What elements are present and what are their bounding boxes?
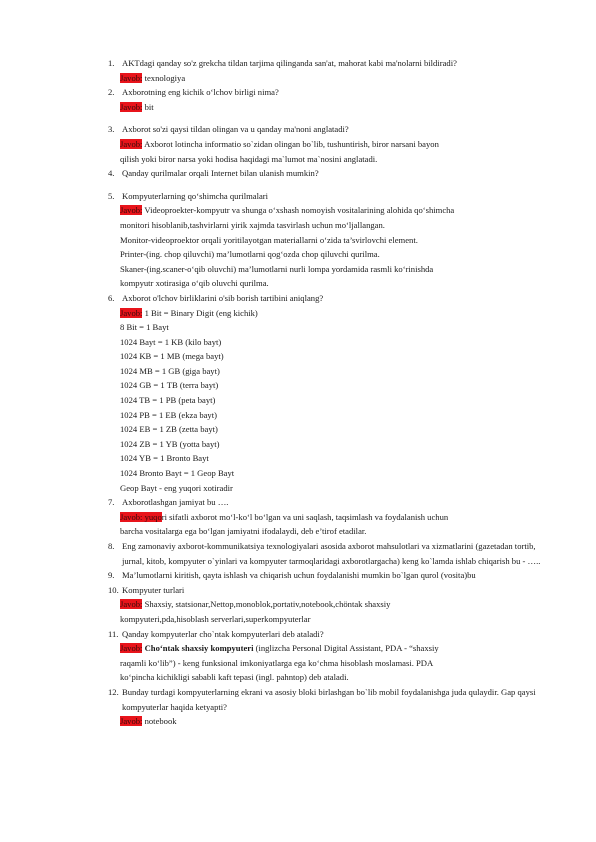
question-4 — [108, 166, 548, 181]
answer-11 — [108, 641, 548, 685]
question-number: 3. — [108, 124, 115, 135]
answer-text: bit — [142, 101, 154, 112]
unit-line: 8 Bit = 1 Bayt — [120, 322, 169, 333]
answer-label-highlight: Javob: — [120, 101, 143, 112]
answer-label-highlight: Javob: — [120, 205, 143, 216]
answer-text-continued: Monitor-videoproektor orqali yoritilayotgan materiallarni o‘zida ta’svirlovchi element. — [120, 234, 418, 245]
question-text: Axborot o'lchov birliklarini o'sib borish tartibini aniqlang? — [122, 292, 324, 303]
unit-line: 1024 KB = 1 MB (mega bayt) — [120, 351, 224, 362]
question-text: Ma’lumotlarni kiritish, qayta ishlash va chiqarish uchun foydalanishi mumkin bo`lgan qurol (vosita)bu — [122, 570, 476, 581]
question-text: Kompyuterlarning qo‘shimcha qurilmalari — [122, 190, 269, 201]
answer-text: Videoproekter-kompyutr va shunga o‘xshash nomoyish vositalarining alohida qo‘shimcha — [142, 205, 455, 216]
question-text: Axborotlashgan jamiyat bu …. — [122, 497, 229, 508]
question-2 — [108, 85, 548, 100]
unit-line: 1024 GB = 1 TB (terra bayt) — [120, 380, 219, 391]
question-number: 12. — [108, 686, 119, 697]
question-text: Axborotning eng kichik o‘lchov birligi nima? — [122, 87, 279, 98]
answer-label-highlight: Javob: — [120, 599, 143, 610]
question-number: 5. — [108, 190, 115, 201]
answer-label-highlight: Javob: yuqo — [120, 511, 162, 522]
question-8 — [108, 539, 548, 568]
unit-line: 1024 TB = 1 PB (peta bayt) — [120, 395, 216, 406]
unit-line: 1024 Bronto Bayt = 1 Geop Bayt — [120, 468, 235, 479]
answer-text: 1 Bit = Binary Digit (eng kichik) — [142, 307, 258, 318]
answer-text-continued: kompyuteri,pda,hisoblash serverlari,superkompyuterlar — [120, 613, 311, 624]
unit-line: 1024 Bayt = 1 KB (kilo bayt) — [120, 336, 222, 347]
answer-label-highlight: Javob: — [120, 643, 143, 654]
answer-2 — [108, 100, 548, 115]
question-number: 8. — [108, 541, 115, 551]
question-number: 9. — [108, 570, 115, 581]
question-text: AKTdagi qanday so'z grekcha tildan tarjima qilinganda san'at, mahorat kabi ma'nolarni bildiradi? — [122, 58, 457, 68]
unit-line: 1024 ZB = 1 YB (yotta bayt) — [120, 438, 220, 449]
question-text: Bunday turdagi kompyuterlarning ekrani va asosiy bloki birlashgan bo`lib mobil foydalanishga juda qulaydir. Gap qaysi kompyuterlar haqida ketyapti? — [122, 686, 536, 712]
question-11 — [108, 627, 548, 642]
answer-text-continued: Skaner-(ing.scaner-o‘qib oluvchi) ma’lumotlarni nurli lompa yordamida rasmli ko‘rinishda — [120, 263, 434, 274]
answer-label-highlight: Javob: — [120, 138, 143, 149]
question-list — [108, 56, 548, 729]
answer-text: texnologiya — [142, 72, 186, 83]
unit-line: 1024 YB = 1 Bronto Bayt — [120, 453, 209, 464]
answer-bold-term: Cho‘ntak shaxsiy kompyuteri — [142, 643, 254, 654]
answer-text: Axborot lotincha informatio so`zidan olingan bo`lib, tushuntirish, biror narsani bayon — [142, 138, 439, 149]
spacer — [108, 181, 548, 189]
question-6 — [108, 291, 548, 306]
question-9 — [108, 568, 548, 583]
unit-line: 1024 MB = 1 GB (giga bayt) — [120, 365, 220, 376]
answer-text-continued: ko‘pincha kichikligi sababli kaft tepasi (ingl. pahntop) deb ataladi. — [120, 672, 349, 683]
question-number: 6. — [108, 292, 115, 303]
answer-text-continued: monitori hisoblanib,tashvirlarni yirik xajmda tasvirlash uchun mo‘ljallangan. — [120, 219, 385, 230]
question-3 — [108, 122, 548, 137]
question-10 — [108, 583, 548, 598]
answer-text-continued: Printer-(ing. chop qiluvchi) ma’lumotlarni qog‘ozda chop qiluvchi qurilma. — [120, 249, 380, 260]
answer-text: (inglizcha Personal Digital Assistant, PDA - “shaxsiy — [253, 643, 439, 654]
answer-text: Shaxsiy, statsionar,Nettop,monoblok,portativ,notebook,chöntak shaxsiy — [142, 599, 391, 610]
question-number: 2. — [108, 87, 115, 98]
question-5 — [108, 189, 548, 204]
question-number: 10. — [108, 584, 119, 595]
question-number: 1. — [108, 58, 115, 68]
answer-text-continued: raqamli ko‘lib”) - keng funksional imkoniyatlarga ega ko‘chma hisoblash moslamasi. PDA — [120, 657, 434, 668]
answer-3 — [108, 137, 548, 166]
question-7 — [108, 495, 548, 510]
unit-line: 1024 PB = 1 EB (ekza bayt) — [120, 409, 217, 420]
question-text: Qanday qurilmalar orqali Internet bilan ulanish mumkin? — [122, 168, 319, 179]
answer-10 — [108, 597, 548, 626]
unit-line: 1024 EB = 1 ZB (zetta bayt) — [120, 424, 218, 435]
answer-text-continued: qilish yoki biror narsa yoki hodisa haqidagi ma`lumot ma`nosini anglatadi. — [120, 153, 378, 164]
answer-1 — [108, 71, 548, 86]
answer-text-continued: Geop Bayt - eng yuqori xotiradir — [120, 482, 233, 493]
answer-text-continued: barcha vositalarga ega bo‘lgan jamiyatni ifodalaydi, deb e’tirof etadilar. — [120, 526, 367, 537]
spacer — [108, 114, 548, 122]
question-number: 11. — [108, 628, 119, 639]
question-number: 7. — [108, 497, 115, 508]
answer-text: ri sifatli axborot mo‘l-ko‘l bo‘lgan va uni saqlash, taqsimlash va foydalanish uchun — [161, 511, 449, 522]
answer-label-highlight: Javob: — [120, 716, 143, 727]
question-number: 4. — [108, 168, 115, 179]
question-1 — [108, 56, 548, 71]
question-text: Kompyuter turlari — [122, 584, 185, 595]
question-text: Axborot so'zi qaysi tildan olingan va u qanday ma'noni anglatadi? — [122, 124, 349, 135]
question-12 — [108, 685, 548, 714]
answer-7 — [108, 510, 548, 539]
answer-label-highlight: Javob: — [120, 72, 143, 83]
answer-6 — [108, 306, 548, 496]
question-text: Qanday kompyuterlar cho`ntak kompyuterlari deb ataladi? — [122, 628, 324, 639]
answer-text: notebook — [142, 716, 177, 727]
answer-label-highlight: Javob: — [120, 307, 143, 318]
answer-12 — [108, 714, 548, 729]
question-text: Eng zamonaviy axborot-kommunikatsiya texnologiyalari asosida axborot mahsulotlari va xizmatlarini (gazetadan tortib, jurnal, kitob, kompyuter o`yinlari va kompyuter tarmoqlaridagi axborotlargacha) keng ko`lamda ishlab chiqarish bu - ….. — [122, 541, 541, 566]
answer-text-continued: kompyutr xotirasiga o‘qib oluvchi qurilma. — [120, 278, 269, 289]
answer-5 — [108, 203, 548, 291]
